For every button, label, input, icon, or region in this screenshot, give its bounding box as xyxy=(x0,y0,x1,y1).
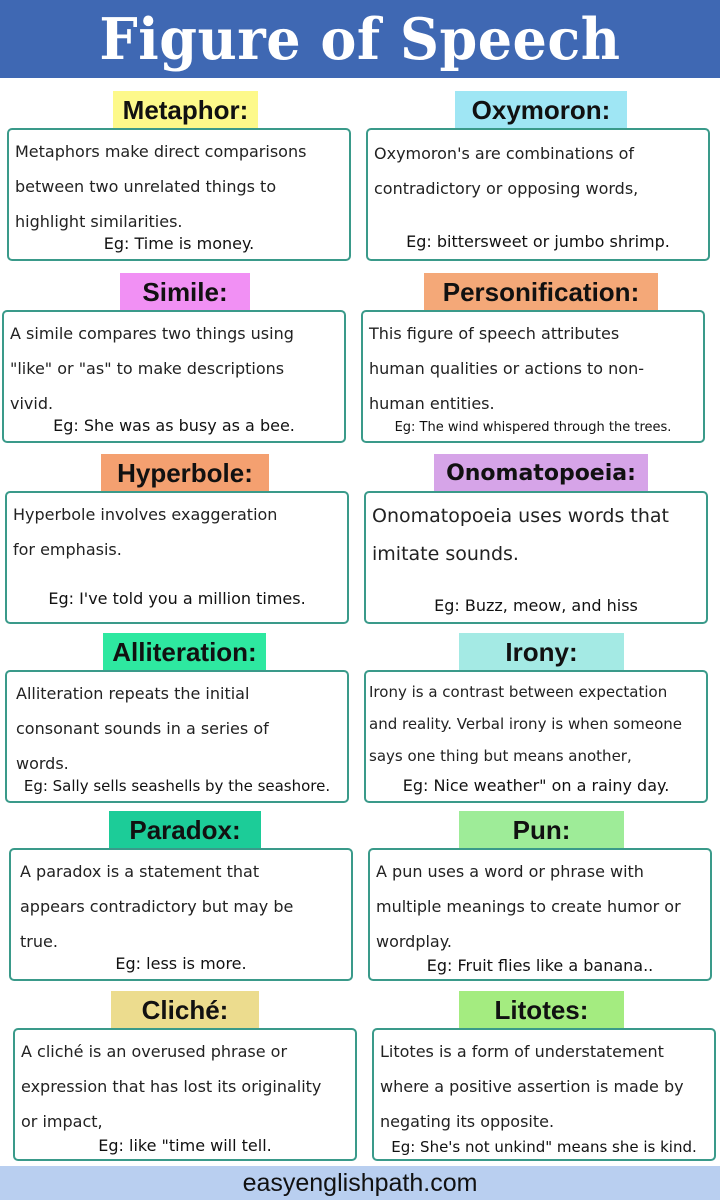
card-example: Eg: like "time will tell. xyxy=(98,1136,272,1155)
label-simile: Simile: xyxy=(120,273,250,311)
card-description: Oxymoron's are combinations of contradictory or opposing words, xyxy=(374,144,639,198)
card-metaphor xyxy=(7,128,351,261)
card-example: Eg: bittersweet or jumbo shrimp. xyxy=(406,232,670,251)
card-paradox xyxy=(9,848,353,981)
card-description: A cliché is an overused phrase or expression that has lost its originality or impact, xyxy=(21,1042,322,1131)
card-example: Eg: Buzz, meow, and hiss xyxy=(434,596,638,615)
card-example: Eg: She's not unkind" means she is kind. xyxy=(391,1138,697,1156)
card-irony xyxy=(364,670,708,803)
card-description: Litotes is a form of understatement where a positive assertion is made by negating its opposite. xyxy=(380,1042,684,1131)
header-banner xyxy=(0,0,720,78)
card-example: Eg: Time is money. xyxy=(103,234,255,253)
page-title: Figure of Speech xyxy=(99,5,621,73)
card-onomatopoeia xyxy=(364,491,708,624)
card-example: Eg: Sally sells seashells by the seashore. xyxy=(23,777,331,795)
label-hyperbole: Hyperbole: xyxy=(101,454,269,492)
card-example: Eg: The wind whispered through the trees. xyxy=(394,420,672,435)
card-description: Onomatopoeia uses words that imitate sounds. xyxy=(372,505,669,565)
card-alliteration xyxy=(5,670,349,803)
card-simile xyxy=(2,310,346,443)
label-litotes: Litotes: xyxy=(459,991,624,1029)
label-metaphor: Metaphor: xyxy=(113,91,258,129)
card-description: A paradox is a statement that appears contradictory but may be true. xyxy=(20,862,294,951)
card-description: A pun uses a word or phrase with multiple meanings to create humor or wordplay. xyxy=(376,862,681,951)
card-description: A simile compares two things using "like" or "as" to make descriptions vivid. xyxy=(10,324,294,413)
card-example: Eg: She was as busy as a bee. xyxy=(53,416,295,435)
card-description: This figure of speech attributes human qualities or actions to non- human entities. xyxy=(369,324,644,413)
card-cliche xyxy=(13,1028,357,1161)
card-example: Eg: Nice weather" on a rainy day. xyxy=(402,776,670,795)
card-description: Hyperbole involves exaggeration for emphasis. xyxy=(13,505,278,559)
card-example: Eg: less is more. xyxy=(115,954,247,973)
label-oxymoron: Oxymoron: xyxy=(455,91,627,129)
card-description: Irony is a contrast between expectation and reality. Verbal irony is when someone says one thing but means another, xyxy=(369,683,682,765)
card-description: Metaphors make direct comparisons between two unrelated things to highlight similarities. xyxy=(15,142,307,231)
card-personification xyxy=(361,310,705,443)
label-paradox: Paradox: xyxy=(109,811,261,849)
label-irony: Irony: xyxy=(459,633,624,671)
card-litotes xyxy=(372,1028,716,1161)
label-cliche: Cliché: xyxy=(111,991,259,1029)
card-example: Eg: Fruit flies like a banana.. xyxy=(426,956,654,975)
label-alliteration: Alliteration: xyxy=(103,633,266,671)
footer-site: easyenglishpath.com xyxy=(242,1168,478,1197)
card-pun xyxy=(368,848,712,981)
card-example: Eg: I've told you a million times. xyxy=(48,589,306,608)
card-hyperbole xyxy=(5,491,349,624)
footer-banner xyxy=(0,1166,720,1200)
label-onomatopoeia: Onomatopoeia: xyxy=(434,454,648,492)
label-personification: Personification: xyxy=(424,273,658,311)
card-oxymoron xyxy=(366,128,710,261)
label-pun: Pun: xyxy=(459,811,624,849)
card-description: Alliteration repeats the initial consonant sounds in a series of words. xyxy=(16,684,269,773)
